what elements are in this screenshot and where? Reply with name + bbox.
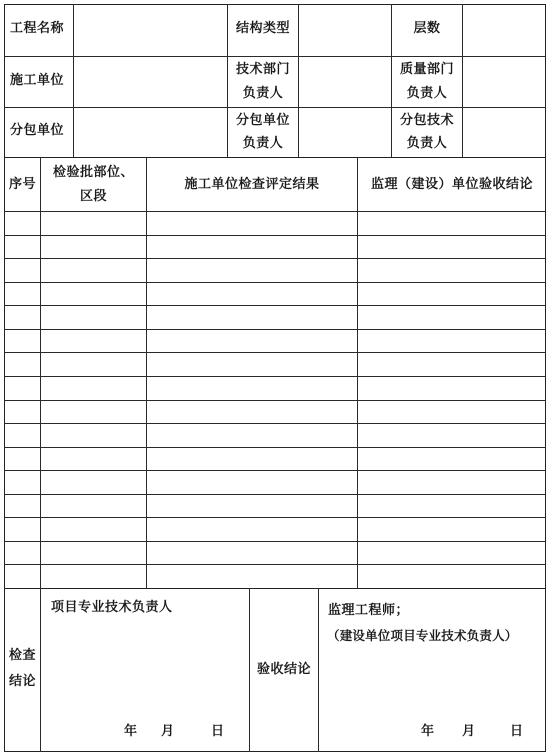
table-cell[interactable] bbox=[41, 401, 146, 424]
table-cell[interactable] bbox=[358, 283, 545, 306]
left-date-day: 日 bbox=[211, 724, 225, 739]
quality-dept-label-line1: 质量部门 bbox=[399, 62, 454, 77]
table-row-divider bbox=[4, 541, 546, 542]
table-cell[interactable] bbox=[5, 283, 40, 306]
table-cell[interactable] bbox=[5, 306, 40, 329]
table-cell[interactable] bbox=[41, 353, 146, 376]
table-row-divider bbox=[4, 447, 546, 448]
table-cell[interactable] bbox=[147, 283, 357, 306]
table-cell[interactable] bbox=[147, 448, 357, 471]
table-cell[interactable] bbox=[41, 377, 146, 400]
table-bottom-divider bbox=[4, 588, 546, 589]
table-cell[interactable] bbox=[147, 565, 357, 588]
supervisor-label: 监理工程师； bbox=[328, 603, 410, 618]
table-row-divider bbox=[4, 423, 546, 424]
table-cell[interactable] bbox=[41, 330, 146, 353]
table-cell[interactable] bbox=[358, 330, 545, 353]
owner-tech-leader-label: （建设单位项目专业技术负责人） bbox=[327, 628, 518, 643]
check-conclusion-label-line2: 结论 bbox=[8, 674, 36, 689]
table-cell[interactable] bbox=[358, 495, 545, 518]
subcontract-unit-label: 分包单位 bbox=[10, 123, 65, 138]
table-cell[interactable] bbox=[147, 518, 357, 541]
table-cell[interactable] bbox=[147, 259, 357, 282]
table-cell[interactable] bbox=[41, 259, 146, 282]
table-cell[interactable] bbox=[358, 565, 545, 588]
table-cell[interactable] bbox=[41, 471, 146, 494]
sub-tech-leader-label-line1: 分包技术 bbox=[399, 113, 454, 128]
check-conclusion-label-line1: 检查 bbox=[8, 648, 36, 663]
structure-type-value[interactable] bbox=[299, 5, 391, 56]
table-cell[interactable] bbox=[5, 448, 40, 471]
col-header-seq: 序号 bbox=[8, 177, 36, 192]
table-cell[interactable] bbox=[358, 236, 545, 259]
table-cell[interactable] bbox=[358, 259, 545, 282]
quality-dept-value[interactable] bbox=[463, 57, 545, 107]
table-cell[interactable] bbox=[358, 424, 545, 447]
table-cell[interactable] bbox=[41, 518, 146, 541]
table-cell[interactable] bbox=[358, 448, 545, 471]
table-cell[interactable] bbox=[358, 306, 545, 329]
quality-dept-label-line2: 负责人 bbox=[406, 86, 448, 101]
table-cell[interactable] bbox=[5, 236, 40, 259]
project-tech-leader-label: 项目专业技术负责人 bbox=[51, 600, 173, 615]
sub-unit-leader-value[interactable] bbox=[299, 108, 391, 157]
table-row-divider bbox=[4, 517, 546, 518]
structure-type-label: 结构类型 bbox=[235, 21, 290, 36]
table-cell[interactable] bbox=[5, 471, 40, 494]
table-cell[interactable] bbox=[147, 236, 357, 259]
sub-unit-leader-label-line1: 分包单位 bbox=[235, 113, 290, 128]
tech-dept-label-line1: 技术部门 bbox=[235, 62, 290, 77]
table-cell[interactable] bbox=[5, 565, 40, 588]
table-row-divider bbox=[4, 305, 546, 306]
table-cell[interactable] bbox=[5, 330, 40, 353]
col-header-supervision-result: 监理（建设）单位验收结论 bbox=[370, 177, 533, 192]
table-row-divider bbox=[4, 470, 546, 471]
floors-value[interactable] bbox=[463, 5, 545, 56]
right-date-year: 年 bbox=[421, 724, 435, 739]
table-cell[interactable] bbox=[41, 542, 146, 565]
subcontract-unit-value[interactable] bbox=[74, 108, 227, 157]
right-date-day: 日 bbox=[510, 724, 524, 739]
table-cell[interactable] bbox=[41, 495, 146, 518]
table-cell[interactable] bbox=[358, 542, 545, 565]
table-row-divider bbox=[4, 258, 546, 259]
table-cell[interactable] bbox=[147, 353, 357, 376]
table-cell[interactable] bbox=[5, 542, 40, 565]
sub-unit-leader-label-line2: 负责人 bbox=[242, 136, 284, 151]
table-cell[interactable] bbox=[5, 353, 40, 376]
table-cell[interactable] bbox=[41, 236, 146, 259]
table-cell[interactable] bbox=[5, 377, 40, 400]
table-cell[interactable] bbox=[147, 306, 357, 329]
table-cell[interactable] bbox=[147, 212, 357, 235]
sub-tech-leader-label-line2: 负责人 bbox=[406, 136, 448, 151]
table-cell[interactable] bbox=[147, 424, 357, 447]
table-row-divider bbox=[4, 494, 546, 495]
table-cell[interactable] bbox=[147, 471, 357, 494]
table-cell[interactable] bbox=[147, 330, 357, 353]
table-cell[interactable] bbox=[5, 212, 40, 235]
tech-dept-value[interactable] bbox=[299, 57, 391, 107]
table-cell[interactable] bbox=[41, 306, 146, 329]
col-header-location-line2: 区段 bbox=[79, 189, 107, 204]
table-cell[interactable] bbox=[358, 212, 545, 235]
table-cell[interactable] bbox=[147, 495, 357, 518]
table-row-divider bbox=[4, 564, 546, 565]
table-cell[interactable] bbox=[147, 401, 357, 424]
table-row-divider bbox=[4, 352, 546, 353]
table-cell[interactable] bbox=[5, 401, 40, 424]
table-cell[interactable] bbox=[358, 401, 545, 424]
construction-unit-value[interactable] bbox=[74, 57, 227, 107]
table-cell[interactable] bbox=[5, 424, 40, 447]
construction-unit-label: 施工单位 bbox=[10, 73, 65, 88]
table-cell[interactable] bbox=[147, 542, 357, 565]
table-cell[interactable] bbox=[41, 212, 146, 235]
table-row-divider bbox=[4, 376, 546, 377]
left-date-year: 年 bbox=[124, 724, 138, 739]
table-cell[interactable] bbox=[5, 518, 40, 541]
table-row-divider bbox=[4, 282, 546, 283]
sub-tech-leader-value[interactable] bbox=[463, 108, 545, 157]
col-header-location-line1: 检验批部位、 bbox=[52, 165, 134, 180]
table-cell[interactable] bbox=[358, 377, 545, 400]
table-row-divider bbox=[4, 400, 546, 401]
table-row-divider bbox=[4, 329, 546, 330]
left-date-month: 月 bbox=[161, 724, 175, 739]
table-cell[interactable] bbox=[358, 353, 545, 376]
table-cell[interactable] bbox=[147, 377, 357, 400]
tech-dept-label-line2: 负责人 bbox=[242, 86, 284, 101]
check-conclusion-field[interactable] bbox=[41, 622, 249, 714]
right-date-month: 月 bbox=[462, 724, 476, 739]
table-row-divider bbox=[4, 235, 546, 236]
header-bottom-divider bbox=[4, 157, 546, 158]
table-cell[interactable] bbox=[5, 495, 40, 518]
acceptance-conclusion-field[interactable] bbox=[319, 650, 545, 716]
table-cell[interactable] bbox=[358, 471, 545, 494]
project-name-label: 工程名称 bbox=[10, 21, 65, 36]
acceptance-conclusion-label: 验收结论 bbox=[256, 662, 311, 677]
table-cell[interactable] bbox=[41, 283, 146, 306]
col-header-construction-result: 施工单位检查评定结果 bbox=[184, 177, 320, 192]
table-cell[interactable] bbox=[358, 518, 545, 541]
project-name-value[interactable] bbox=[74, 5, 227, 56]
floors-label: 层数 bbox=[413, 21, 441, 36]
table-cell[interactable] bbox=[41, 448, 146, 471]
table-cell[interactable] bbox=[41, 565, 146, 588]
table-cell[interactable] bbox=[5, 259, 40, 282]
table-cell[interactable] bbox=[41, 424, 146, 447]
